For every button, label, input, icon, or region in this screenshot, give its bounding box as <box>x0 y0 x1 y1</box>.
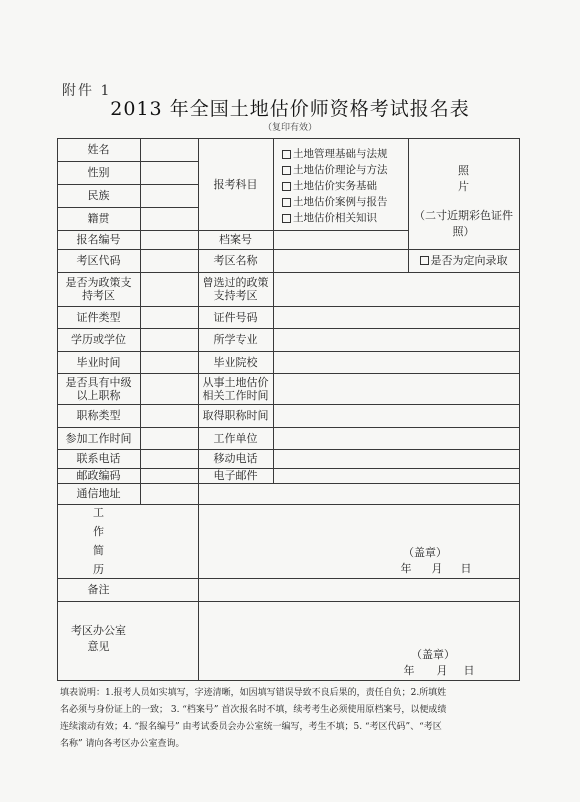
file-no-label: 档案号 <box>219 233 252 246</box>
resume-day: 日 <box>460 561 472 575</box>
id-no-label: 证件号码 <box>213 310 258 324</box>
instructions-line: 名必须与身份证上的一致； 3. “档案号” 首次报名时不填，续考考生必须使用原档案号，以便成绩 <box>60 705 447 715</box>
photo-label-2: 片 <box>458 179 469 193</box>
resume-char-2: 作 <box>93 525 104 538</box>
resume-year: 年 <box>400 561 412 575</box>
checkbox-icon[interactable] <box>282 214 291 223</box>
targeted-admission-option[interactable]: 是否为定向录取 <box>408 249 519 272</box>
resume-month: 月 <box>431 561 443 575</box>
mobile-label: 移动电话 <box>213 452 258 465</box>
is-policy-area-label: 是否为政策支持考区 <box>65 276 132 302</box>
office-seal: （盖章） <box>411 647 455 661</box>
subject-option[interactable]: 土地估价理论与方法 <box>282 162 388 178</box>
address-label: 通信地址 <box>76 487 121 500</box>
major-label: 所学专业 <box>213 333 258 346</box>
id-type-label: 证件类型 <box>76 310 121 324</box>
employer-label: 工作单位 <box>213 431 258 445</box>
photo-label-1: 照 <box>458 163 469 177</box>
resume-char-1: 工 <box>93 506 104 519</box>
checkbox-icon[interactable] <box>282 182 291 191</box>
education-label: 学历或学位 <box>71 333 126 346</box>
was-policy-area-label: 曾选过的政策支持考区 <box>202 276 269 302</box>
mid-title-label: 是否具有中级以上职称 <box>65 375 132 402</box>
resume-char-3: 简 <box>93 544 104 557</box>
attachment-label: 附件 1 <box>62 83 112 99</box>
native-place-label: 籍贯 <box>87 212 110 225</box>
exam-subjects-label: 报考科目 <box>213 177 258 191</box>
work-years-label: 从事土地估价相关工作时间 <box>202 375 269 402</box>
title-time-label: 取得职称时间 <box>202 409 269 422</box>
office-year: 年 <box>403 663 415 677</box>
name-label: 姓名 <box>87 143 110 156</box>
instructions-line: 名称” 请向各考区办公室查询。 <box>60 739 185 749</box>
checkbox-icon[interactable] <box>282 150 291 159</box>
remarks-label: 备注 <box>87 583 110 596</box>
subject-options <box>282 146 388 226</box>
instructions-line: 连续滚动有效；4. “报名编号” 由考试委员会办公室统一编写，考生不填；5. “考区代码”、“考区 <box>60 722 442 732</box>
gender-label: 性别 <box>87 166 110 179</box>
office-day: 日 <box>463 663 475 677</box>
checkbox-icon[interactable] <box>282 198 291 207</box>
subject-option[interactable]: 土地估价案例与报告 <box>282 194 388 210</box>
reg-no-label: 报名编号 <box>76 233 121 246</box>
instructions <box>60 685 530 753</box>
registration-form <box>57 138 520 681</box>
photo-note: （二寸近期彩色证件照） <box>414 209 513 238</box>
ethnicity-label: 民族 <box>87 189 110 202</box>
resume-label <box>57 504 140 578</box>
area-name-label: 考区名称 <box>213 254 258 267</box>
office-opinion-label-1: 考区办公室 <box>71 624 126 637</box>
checkbox-icon[interactable] <box>420 256 429 265</box>
office-opinion-label-2: 意见 <box>87 640 110 653</box>
resume-seal: （盖章） <box>403 545 447 559</box>
resume-char-4: 历 <box>93 563 104 576</box>
subject-option[interactable]: 土地估价实务基础 <box>282 178 388 194</box>
instructions-line: 填表说明：1.报考人员如实填写，字迹清晰，如因填写错误导致不良后果的，责任自负；2.所填姓 <box>60 688 447 698</box>
subject-option[interactable]: 土地管理基础与法规 <box>282 146 388 162</box>
subject-option[interactable]: 土地估价相关知识 <box>282 210 388 226</box>
office-month: 月 <box>436 663 448 677</box>
page-title: 2013 年全国土地估价师资格考试报名表 <box>110 98 470 120</box>
grad-time-label: 毕业时间 <box>76 355 121 369</box>
email-label: 电子邮件 <box>213 469 258 482</box>
page-subtitle: （复印有效） <box>262 123 317 133</box>
postcode-label: 邮政编码 <box>76 469 121 482</box>
phone-label: 联系电话 <box>76 452 121 465</box>
work-start-label: 参加工作时间 <box>65 431 132 445</box>
title-type-label: 职称类型 <box>76 409 121 422</box>
checkbox-icon[interactable] <box>282 166 291 175</box>
area-code-label: 考区代码 <box>76 254 121 267</box>
school-label: 毕业院校 <box>213 355 258 369</box>
